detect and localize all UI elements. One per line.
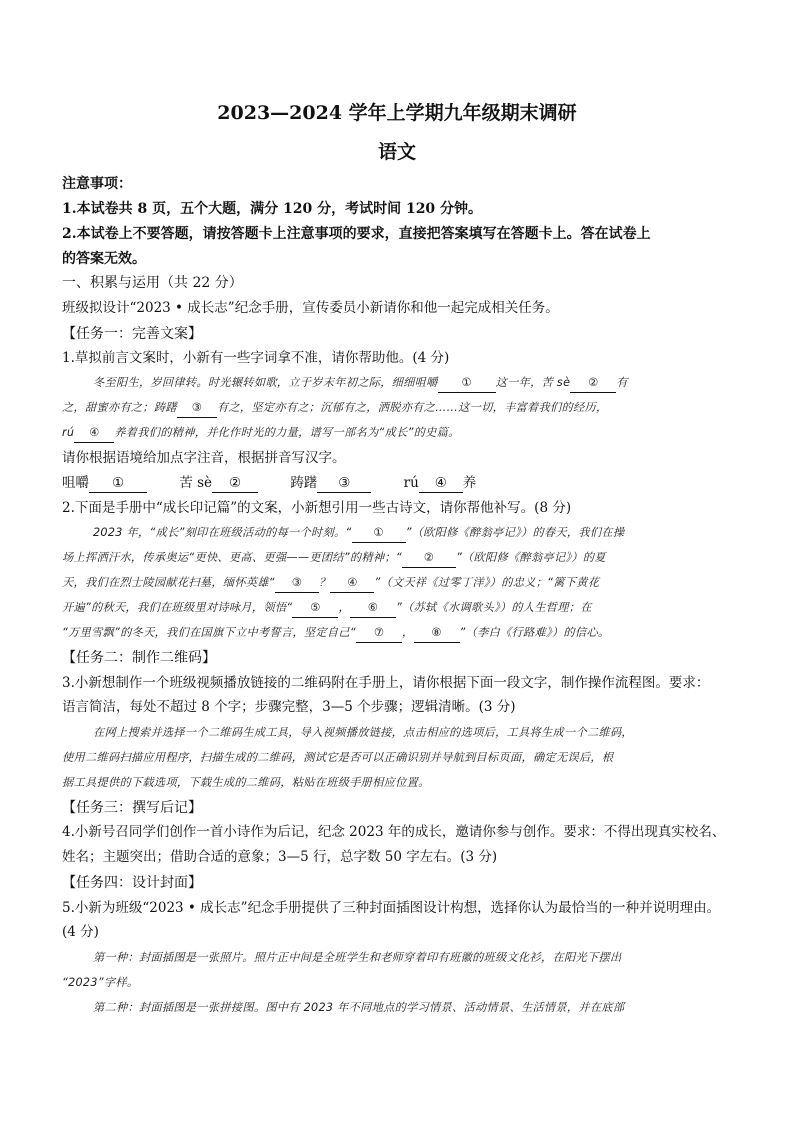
notice-item-2-cont: 的答案无效。 [62, 251, 146, 267]
q3-passage-line2: 使用二维码扫描应用程序，扫描生成的二维码，测试它是否可以正确识别并导航到目标页面，确定无误后，根 [62, 751, 614, 764]
q2-passage-line5: “万里雪飘”的冬天，我们在国旗下立中考誓言，坚定自己“ ⑦ ， ⑧ ”（李白《行路难》）的信心。 [62, 623, 744, 643]
question-3: 3.小新想制作一个班级视频播放链接的二维码附在手册上，请你根据下面一段文字，制作操作流程图。要求： [62, 675, 710, 691]
question-4: 4.小新号召同学们创作一首小诗作为后记，纪念 2023 年的成长，邀请你参与创作。要求：不得出现真实校名、 [62, 824, 726, 840]
section-intro: 班级拟设计“2023 • 成长志”纪念手册，宣传委员小新请你和他一起完成相关任务。 [62, 300, 559, 316]
blank-4: ④ [74, 424, 114, 443]
q2-passage-line1: 2023 年，“成长”刻印在班级活动的每一个时刻。“ ① ”（欧阳修《醉翁亭记》）的春天，我们在操 [93, 523, 744, 543]
q1-instruction: 请你根据语境给加点字注音，根据拼音写汉字。 [62, 450, 346, 466]
q1-passage-line3: rú ④ 养着我们的精神，并化作时光的力量，谱写一部名为“成长”的史篇。 [62, 423, 744, 443]
blank-2: ② [570, 374, 616, 393]
q5-option-2: 第二种：封面插图是一张拼接图。图中有 2023 年不同地点的学习情景、活动情景、生活情景，并在底部 [93, 1001, 625, 1014]
q2-passage-line4: 开遍”的秋天，我们在班级里对诗咏月，领悟“ ⑤ ， ⑥ ”（苏轼《水调歌头》）的人生哲理；在 [62, 598, 744, 618]
task1-label: 【任务一：完善文案】 [62, 326, 202, 342]
subject-title: 语文 [377, 141, 416, 163]
notice-item-1: 1.本试卷共 8 页，五个大题，满分 120 分，考试时间 120 分钟。 [62, 201, 483, 217]
blank-3: ③ [177, 399, 217, 418]
question-5-cont: (4 分) [62, 924, 99, 940]
task4-label: 【任务四：设计封面】 [62, 875, 202, 891]
q3-passage-line3: 据工具提供的下载选项，下载生成的二维码，粘贴在班级手册相应位置。 [62, 776, 430, 789]
question-1: 1.草拟前言文案时，小新有一些字词拿不准，请你帮助他。(4 分) [62, 350, 450, 366]
q3-passage-line1: 在网上搜索并选择一个二维码生成工具，导入视频播放链接，点击相应的选项后，工具将生成一个二维码， [93, 726, 633, 739]
q1-passage-line1: 冬至阳生，岁回律转。时光辗转如歌，立于岁末年初之际，细细咀嚼 ① 这一年，苦 sè ② 有 [93, 373, 744, 393]
notice-item-2: 2.本试卷上不要答题，请按答题卡上注意事项的要求，直接把答案填写在答题卡上。答在试卷上 [62, 226, 651, 242]
exam-title: 2023—2024 学年上学期九年级期末调研 [217, 102, 577, 124]
q1-answer-row: 咀嚼 ① 苦 sè ② 踌躇 ③ rú ④ 养 [62, 475, 477, 491]
q1-passage-line2: 之，甜蜜亦有之；踌躇 ③ 有之，坚定亦有之；沉郁有之，洒脱亦有之……这一切，丰富着我们的经历， [62, 398, 744, 418]
q2-passage-line2: 场上挥洒汗水，传承奥运“更快、更高、更强——更团结”的精神；“ ② ”（欧阳修《醉翁亭记》）的夏 [62, 548, 744, 568]
blank-1: ① [438, 374, 496, 393]
question-4-cont: 姓名；主题突出；借助合适的意象；3—5 行，总字数 50 字左右。(3 分) [62, 849, 498, 865]
task3-label: 【任务三：撰写后记】 [62, 800, 202, 816]
question-2: 2.下面是手册中“成长印记篇”的文案，小新想引用一些古诗文，请你帮他补写。(8 分) [62, 500, 572, 516]
question-5: 5.小新为班级“2023 • 成长志”纪念手册提供了三种封面插图设计构想，选择你认为最恰当的一种并说明理由。 [62, 900, 721, 916]
q2-passage-line3: 天，我们在烈士陵园献花扫墓，缅怀英雄“ ③ ？ ④ ”（文天祥《过零丁洋》）的忠义；“篱下黄花 [62, 573, 744, 593]
task2-label: 【任务二：制作二维码】 [62, 650, 216, 666]
q5-option-1: 第一种：封面插图是一张照片。照片正中间是全班学生和老师穿着印有班徽的班级文化衫，在阳光下摆出 [93, 951, 622, 964]
notice-heading: 注意事项： [62, 176, 132, 192]
question-3-cont: 语言简洁，每处不超过 8 个字；步骤完整，3—5 个步骤；逻辑清晰。(3 分) [62, 699, 516, 715]
q5-option-1-cont: “2023”字样。 [62, 976, 139, 989]
section-heading: 一、积累与运用（共 22 分） [62, 275, 243, 291]
